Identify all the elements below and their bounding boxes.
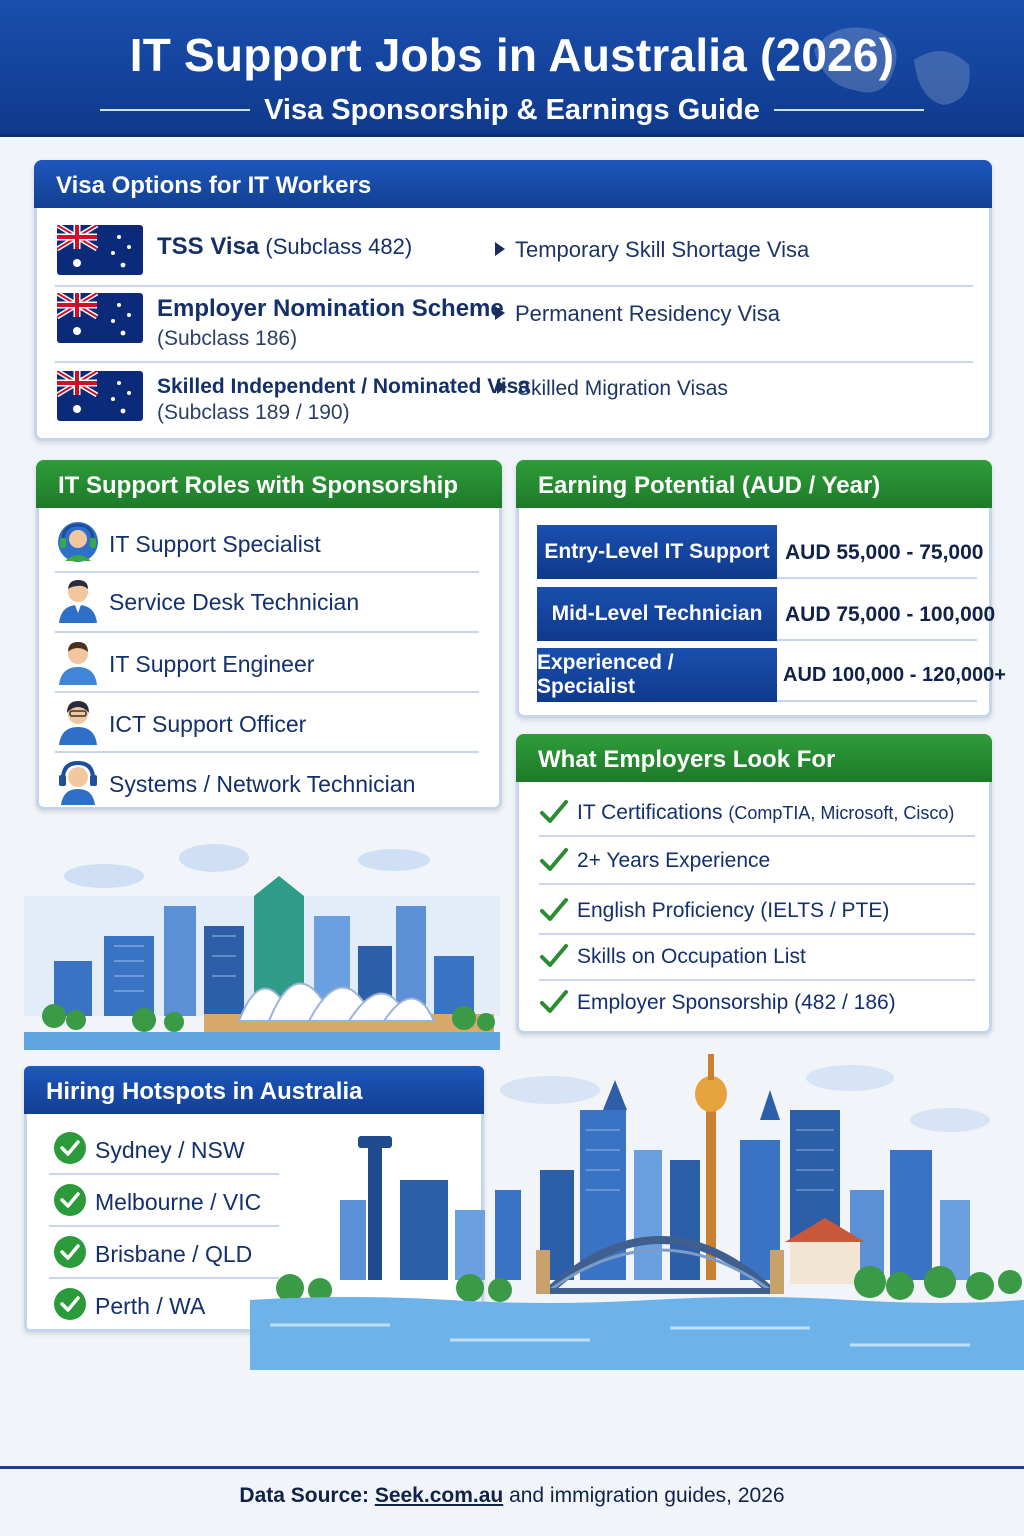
employer-requirement — [539, 887, 975, 935]
footer-rest: and immigration guides, 2026 — [509, 1484, 785, 1507]
employers-heading: What Employers Look For — [516, 734, 992, 782]
visa-description — [495, 237, 809, 263]
checkmark-icon — [539, 895, 569, 925]
hotspot-label: Brisbane / QLD — [95, 1241, 253, 1267]
person-icon — [55, 639, 101, 685]
checkmark-icon — [539, 941, 569, 971]
check-circle-icon — [53, 1235, 87, 1269]
role-label: ICT Support Officer — [109, 711, 307, 737]
visa-subclass: (Subclass 186) — [157, 327, 298, 350]
role-item — [55, 755, 479, 811]
earnings-level: Entry-Level IT Support — [537, 525, 777, 579]
triangle-arrow-icon — [497, 380, 507, 394]
role-label: IT Support Specialist — [109, 531, 321, 557]
data-source-footer — [0, 1484, 1024, 1508]
hotspot-item — [49, 1123, 279, 1175]
employer-requirement-label — [577, 801, 954, 825]
visa-description-text: Temporary Skill Shortage Visa — [515, 237, 810, 262]
roles-panel — [36, 460, 502, 810]
visa-row-ens — [55, 287, 973, 363]
person-icon — [55, 577, 101, 623]
earnings-range: AUD 55,000 - 75,000 — [785, 541, 984, 564]
employer-requirement — [539, 979, 975, 1027]
role-label: Service Desk Technician — [109, 589, 360, 615]
visa-title: Skilled Independent / Nominated Visa — [157, 375, 531, 398]
page-subtitle: Visa Sponsorship & Earnings Guide — [264, 93, 760, 126]
australian-flag-icon — [57, 293, 143, 343]
earnings-row — [537, 525, 984, 579]
triangle-arrow-icon — [495, 306, 505, 320]
requirement-note: (CompTIA, Microsoft, Cisco) — [728, 803, 955, 823]
checkmark-icon — [539, 845, 569, 875]
check-circle-icon — [53, 1131, 87, 1165]
requirement-text: Skills on Occupation List — [577, 945, 806, 968]
hotspot-item — [49, 1175, 279, 1227]
employers-panel — [516, 734, 992, 1034]
page-title: IT Support Jobs in Australia (2026) — [129, 29, 895, 81]
hotspot-item — [49, 1279, 279, 1331]
australian-flag-icon — [57, 371, 143, 421]
harbour-city-illustration — [250, 1050, 1024, 1370]
subtitle-rule-left — [100, 109, 250, 111]
earnings-row — [537, 587, 996, 641]
sydney-skyline-illustration — [24, 836, 500, 1050]
role-label: IT Support Engineer — [109, 651, 315, 677]
earnings-row — [537, 648, 1006, 702]
visa-description-text: Skilled Migration Visas — [517, 377, 728, 400]
visa-name — [157, 233, 412, 261]
role-item — [55, 515, 479, 573]
hotspot-label: Perth / WA — [95, 1293, 206, 1319]
visa-title: TSS Visa — [157, 233, 260, 260]
earnings-level: Mid-Level Technician — [537, 587, 777, 641]
checkmark-icon — [539, 987, 569, 1017]
earnings-range: AUD 75,000 - 100,000 — [785, 603, 996, 626]
visa-row-tss — [55, 215, 973, 287]
requirement-text: 2+ Years Experience — [577, 849, 771, 872]
headset-person-icon — [55, 519, 101, 565]
role-item — [55, 635, 479, 693]
visa-subclass: (Subclass 482) — [265, 234, 413, 259]
hotspot-label: Sydney / NSW — [95, 1137, 245, 1163]
employer-requirement — [539, 837, 975, 885]
hotspot-item — [49, 1227, 279, 1279]
earnings-heading: Earning Potential (AUD / Year) — [516, 460, 992, 508]
role-label: Systems / Network Technician — [109, 771, 416, 797]
subtitle-rule-right — [774, 109, 924, 111]
visa-options-panel — [34, 160, 992, 441]
role-item — [55, 573, 479, 633]
person-icon — [55, 699, 101, 745]
seek-link[interactable]: Seek.com.au — [374, 1484, 504, 1507]
role-item — [55, 695, 479, 753]
requirement-text: IT Certifications — [577, 801, 723, 824]
hotspot-label: Melbourne / VIC — [95, 1189, 262, 1215]
requirement-text: English Proficiency (IELTS / PTE) — [577, 899, 890, 922]
check-circle-icon — [53, 1183, 87, 1217]
check-circle-icon — [53, 1287, 87, 1321]
triangle-arrow-icon — [495, 242, 505, 256]
requirement-text: Employer Sponsorship (482 / 186) — [577, 991, 896, 1014]
employer-requirement — [539, 789, 975, 837]
earnings-range: AUD 100,000 - 120,000+ — [783, 664, 1006, 686]
employer-requirement — [539, 933, 975, 981]
australian-flag-icon — [57, 225, 143, 275]
visa-name — [157, 295, 504, 323]
subtitle-row — [0, 90, 1024, 130]
visa-description — [497, 377, 728, 401]
page-header — [0, 0, 1024, 137]
footer-label: Data Source: — [239, 1484, 369, 1507]
visa-title: Employer Nomination Scheme — [157, 295, 504, 322]
headset-person-icon — [55, 759, 101, 805]
visa-options-heading: Visa Options for IT Workers — [34, 160, 992, 208]
visa-description-text: Permanent Residency Visa — [515, 301, 780, 326]
visa-row-skilled — [55, 365, 973, 435]
earnings-panel — [516, 460, 1006, 718]
checkmark-icon — [539, 797, 569, 827]
footer-divider — [0, 1466, 1024, 1469]
roles-heading: IT Support Roles with Sponsorship — [36, 460, 502, 508]
earnings-level: Experienced / Specialist — [537, 648, 777, 702]
visa-subclass: (Subclass 189 / 190) — [157, 401, 350, 424]
hotspots-heading: Hiring Hotspots in Australia — [24, 1066, 484, 1114]
visa-description — [495, 301, 780, 327]
visa-name — [157, 373, 530, 401]
